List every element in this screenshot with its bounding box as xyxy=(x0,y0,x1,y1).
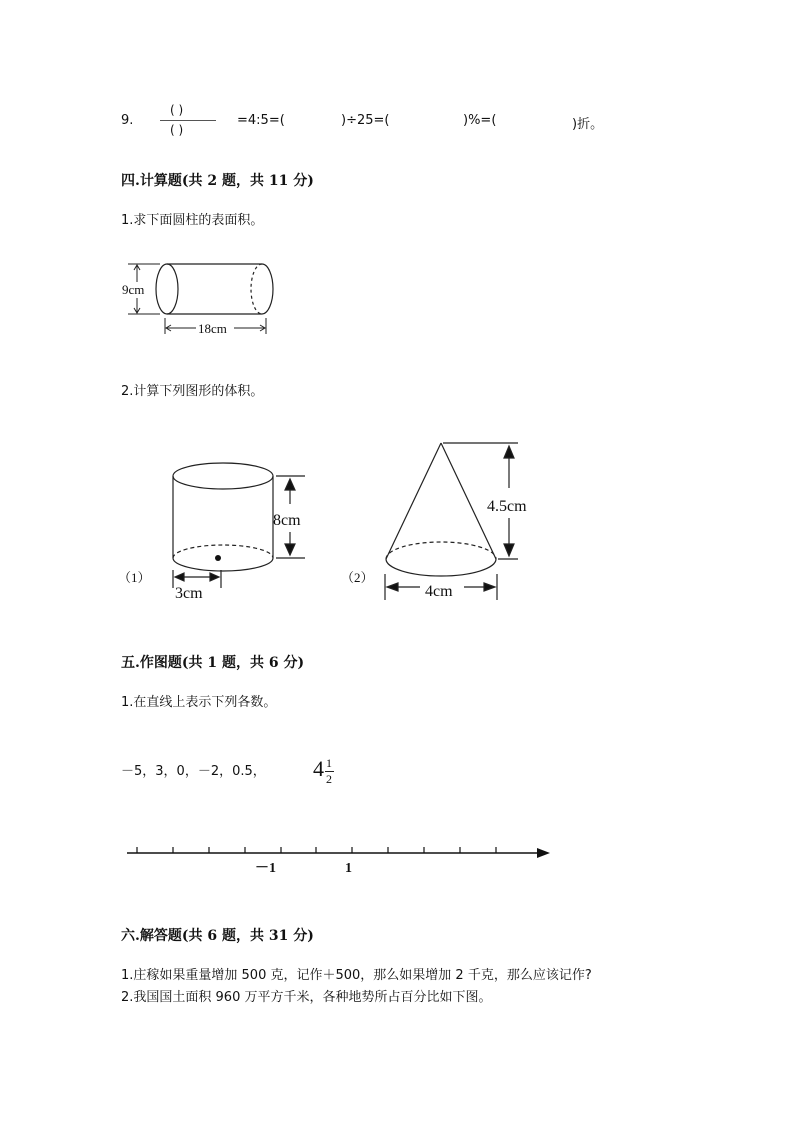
cylinder-length-label: 18cm xyxy=(198,321,227,336)
fig2-diameter-label: 4cm xyxy=(425,583,453,600)
section-6-question-2: 2.我国国土面积 960 万平方千米，各种地势所占百分比如下图。 xyxy=(121,990,492,1005)
axis-label-pos1: 1 xyxy=(345,861,352,876)
fraction-denominator-blank: ( ) xyxy=(170,123,184,137)
fig1-height-label: 8cm xyxy=(273,512,301,529)
ratio-expression: =4:5=( xyxy=(237,113,285,128)
fig1-tag: （1） xyxy=(118,570,151,585)
percent-expression: )%=( xyxy=(463,113,497,128)
section-5-question-1: 1.在直线上表示下列各数。 xyxy=(121,695,277,710)
fig2-tag: （2） xyxy=(341,570,374,585)
mixed-number-whole: 4 xyxy=(313,756,324,781)
mixed-number-numerator: 1 xyxy=(326,756,332,770)
cylinder-height-label: 9cm xyxy=(122,282,145,297)
section-5-title: 五.作图题(共 1 题，共 6 分) xyxy=(121,655,305,671)
question-number: 9. xyxy=(121,113,134,128)
fig1-radius-label: 3cm xyxy=(175,585,203,602)
section-4-question-2: 2.计算下列图形的体积。 xyxy=(121,384,264,399)
number-line-ticks xyxy=(137,847,496,853)
section-6-question-1: 1.庄稼如果重量增加 500 克，记作＋500，那么如果增加 2 千克，那么应该记作? xyxy=(121,968,592,983)
fraction-numerator-blank: ( ) xyxy=(170,103,184,117)
section-4-title: 四.计算题(共 2 题，共 11 分) xyxy=(121,173,314,189)
mixed-number-denominator: 2 xyxy=(326,772,332,786)
section-6-title: 六.解答题(共 6 题，共 31 分) xyxy=(121,928,314,944)
axis-label-neg1: －1 xyxy=(255,861,276,876)
section-4-question-1: 1.求下面圆柱的表面积。 xyxy=(121,213,264,228)
number-line-arrow xyxy=(537,848,550,858)
numbers-to-plot: －5，3，0，－2，0.5， xyxy=(121,764,266,779)
discount-expression: )折。 xyxy=(572,117,604,132)
fig2-height-label: 4.5cm xyxy=(487,498,527,515)
division-expression: )÷25=( xyxy=(341,113,390,128)
